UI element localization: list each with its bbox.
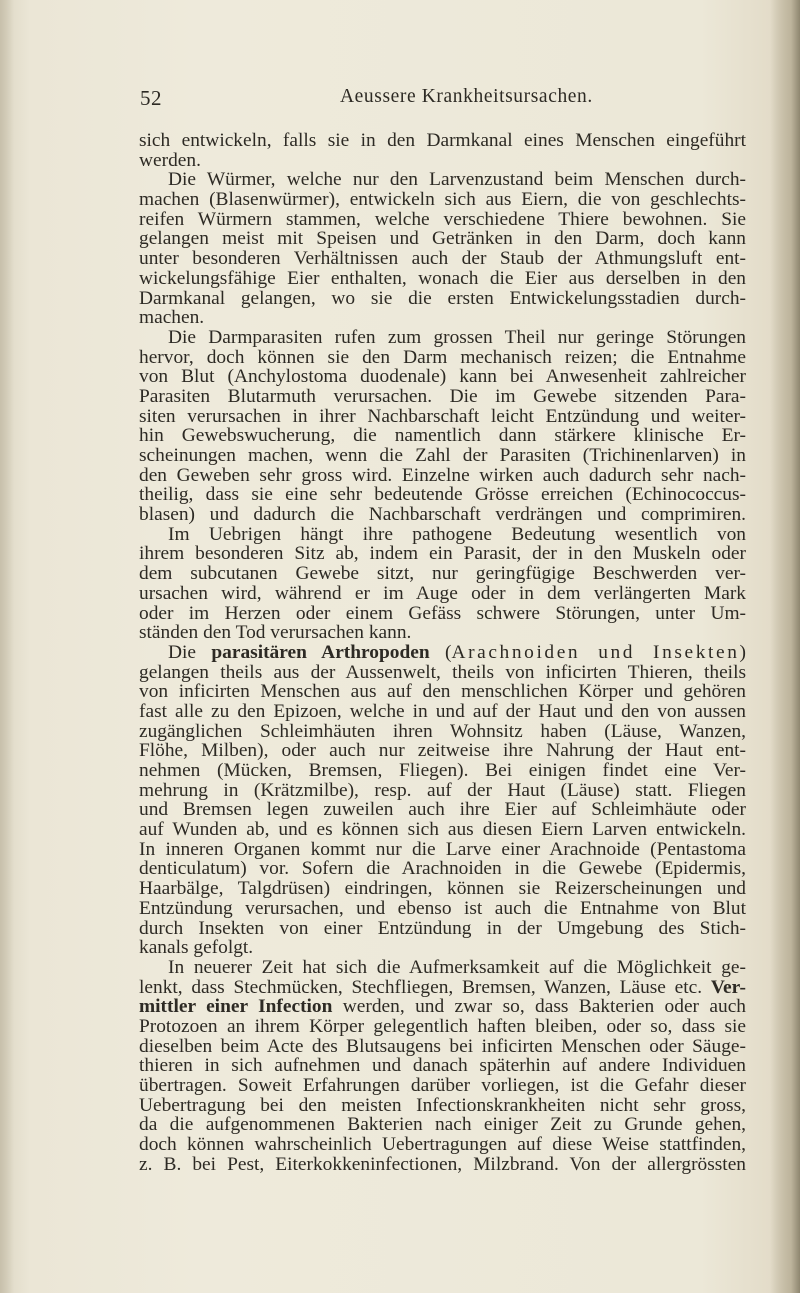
text-segment: lenkt, dass Stechmücken, Stechfliegen, Bremsen, Wanzen, Läuse etc.: [139, 976, 711, 998]
text-line: oder im Herzen oder einem Gefäss schwere Störungen, unter Um-: [139, 602, 746, 624]
text-line: Uebertragung bei den meisten Infectionskrankheiten nicht sehr gross,: [139, 1094, 746, 1116]
text-line: werden.: [139, 149, 201, 171]
text-line: [139, 978, 746, 998]
text-line: gelangen meist mit Speisen und Getränken in den Darm, doch kann: [139, 228, 746, 250]
text-line: Im Uebrigen hängt ihre pathogene Bedeutung wesentlich von: [168, 523, 746, 545]
body-text: [139, 131, 746, 1174]
text-line: ständen den Tod verursachen kann.: [139, 622, 412, 644]
text-line: Die Würmer, welche nur den Larvenzustand beim Menschen durch-: [168, 169, 746, 191]
text-line: thieren in sich aufnehmen und danach späterhin auf andere Individuen: [139, 1055, 746, 1077]
spaced-term: Arachnoiden und Insekten: [451, 641, 740, 663]
text-line: zugänglichen Schleimhäuten ihren Wohnsitz haben (Läuse, Wanzen,: [139, 720, 746, 742]
text-line: dem subcutanen Gewebe sitzt, nur geringfügige Beschwerden ver-: [139, 563, 746, 585]
text-line: dieselben beim Acte des Blutsaugens bei inficirten Menschen oder Säuge-: [139, 1035, 746, 1057]
text-line: Parasiten Blutarmuth verursachen. Die im Gewebe sitzenden Para-: [139, 385, 746, 407]
text-line: wickelungsfähige Eier enthalten, wonach die Eier aus derselben in den: [139, 267, 746, 289]
bold-term: parasitären Arthropoden: [211, 641, 430, 663]
text-line: gelangen theils aus der Aussenwelt, theils von inficirten Thieren, theils: [139, 661, 746, 683]
text-line: machen (Blasenwürmer), entwickeln sich aus Eiern, die von geschlechts-: [139, 189, 746, 211]
text-line: auf Wunden ab, und es können sich aus diesen Eiern Larven entwickeln.: [139, 819, 746, 841]
page-right-edge-shadow: [770, 0, 800, 1293]
page-header: [140, 86, 740, 116]
text-line: doch können wahrscheinlich Uebertragungen auf diese Weise stattfinden,: [139, 1134, 746, 1156]
text-line: mehrung in (Krätzmilbe), resp. auf der Haut (Läuse) statt. Fliegen: [139, 779, 746, 801]
running-head: Aeussere Krankheitsursachen.: [340, 86, 593, 107]
text-line: Darmkanal gelangen, wo sie die ersten Entwickelungsstadien durch-: [139, 287, 746, 309]
text-line: den Geweben sehr gross wird. Einzelne wirken auch dadurch sehr nach-: [139, 464, 746, 486]
text-line: da die aufgenommenen Bakterien nach einiger Zeit zu Grunde gehen,: [139, 1114, 746, 1136]
text-line: hin Gewebswucherung, die namentlich dann stärkere klinische Er-: [139, 425, 746, 447]
text-line: kanals gefolgt.: [139, 937, 254, 959]
text-line: von Blut (Anchylostoma duodenale) kann bei Anwesenheit zahlreicher: [139, 366, 746, 388]
page-number: 52: [140, 86, 162, 110]
text-line: [139, 997, 746, 1017]
text-line: Haarbälge, Talgdrüsen) eindringen, können sie Reizerscheinungen und: [139, 878, 746, 900]
text-segment: werden, und zwar so, dass Bakterien oder auch: [332, 996, 746, 1018]
text-line: [139, 643, 746, 663]
text-line: sich entwickeln, falls sie in den Darmkanal eines Menschen eingeführt: [139, 130, 746, 151]
page-left-edge-shadow: [0, 0, 14, 1293]
text-line: Protozoen an ihrem Körper gelegentlich haften bleiben, oder so, dass sie: [139, 1015, 746, 1037]
text-line: scheinungen machen, wenn die Zahl der Parasiten (Trichinenlarven) in: [139, 445, 746, 466]
text-line: blasen) und dadurch die Nachbarschaft verdrängen und comprimiren.: [139, 504, 746, 526]
text-line: und Bremsen legen zuweilen auch ihre Eier auf Schleimhäute oder: [139, 799, 746, 821]
text-line: Die Darmparasiten rufen zum grossen Theil nur geringe Störungen: [168, 326, 746, 348]
text-line: unter besonderen Verhältnissen auch der Staub der Athmungsluft ent-: [139, 248, 746, 270]
text-line: nehmen (Mücken, Bremsen, Fliegen). Bei einigen findet eine Ver-: [139, 760, 746, 781]
text-line: Entzündung verursachen, und ebenso ist auch die Entnahme von Blut: [139, 897, 746, 919]
text-line: theilig, dass sie eine sehr bedeutende Grösse erreichen (Echinococcus-: [139, 484, 746, 506]
bold-term: Ver-: [710, 976, 746, 998]
text-line: z. B. bei Pest, Eiterkokkeninfectionen, Milzbrand. Von der allergrössten: [139, 1153, 746, 1175]
text-line: siten verursachen in ihrer Nachbarschaft leicht Entzündung und weiter-: [139, 405, 746, 427]
text-segment: ): [739, 641, 747, 663]
text-line: machen.: [139, 307, 205, 329]
text-line: hervor, doch können sie den Darm mechanisch reizen; die Entnahme: [139, 346, 746, 368]
text-line: In inneren Organen kommt nur die Larve einer Arachnoide (Pentastoma: [139, 838, 746, 860]
text-line: denticulatum) vor. Sofern die Arachnoiden in die Gewebe (Epidermis,: [139, 858, 746, 880]
text-line: Flöhe, Milben), oder auch nur zeitweise ihre Nahrung der Haut ent-: [139, 740, 746, 762]
text-line: reifen Würmern stammen, welche verschiedene Thiere bewohnen. Sie: [139, 208, 746, 230]
text-line: ihrem besonderen Sitz ab, indem ein Parasit, der in den Muskeln oder: [139, 543, 746, 565]
text-line: In neuerer Zeit hat sich die Aufmerksamkeit auf die Möglichkeit ge-: [168, 956, 746, 978]
text-segment: (: [429, 641, 452, 663]
bold-term: mittler einer Infection: [139, 996, 333, 1018]
text-line: durch Insekten von einer Entzündung in der Umgebung des Stich-: [139, 917, 746, 939]
text-line: fast alle zu den Epizoen, welche in und auf der Haut und den von aussen: [139, 700, 746, 722]
text-line: von inficirten Menschen aus auf den menschlichen Körper und gehören: [139, 681, 746, 703]
text-line: ursachen wird, während er im Auge oder in dem verlängerten Mark: [139, 582, 746, 604]
text-segment: Die: [168, 641, 212, 663]
text-line: übertragen. Soweit Erfahrungen darüber vorliegen, ist die Gefahr dieser: [139, 1075, 746, 1096]
